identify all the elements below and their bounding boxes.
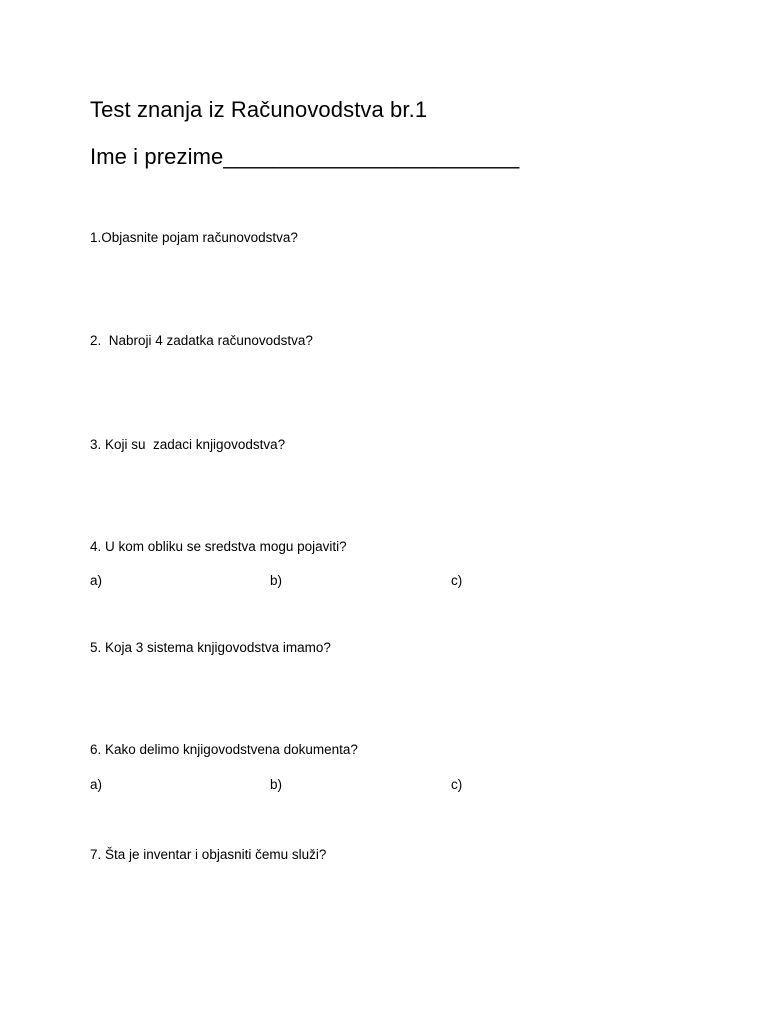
question-6-option-a: a) bbox=[90, 777, 103, 792]
question-6: 6. Kako delimo knjigovodstvena dokumenta? bbox=[90, 742, 358, 757]
question-2: 2. Nabroji 4 zadatka računovodstva? bbox=[90, 333, 313, 348]
document-title: Test znanja iz Računovodstva br.1 bbox=[90, 97, 428, 122]
question-4-option-a: a) bbox=[90, 573, 103, 588]
question-4: 4. U kom obliku se sredstva mogu pojaviti? bbox=[90, 539, 347, 554]
question-4-option-c: c) bbox=[451, 573, 463, 588]
question-6-option-b: b) bbox=[270, 777, 283, 792]
question-1: 1.Objasnite pojam računovodstva? bbox=[90, 230, 298, 245]
question-6-option-c: c) bbox=[451, 777, 463, 792]
question-4-option-b: b) bbox=[270, 573, 283, 588]
question-3: 3. Koji su zadaci knjigovodstva? bbox=[90, 437, 286, 452]
question-7: 7. Šta je inventar i objasniti čemu služi? bbox=[90, 847, 327, 862]
name-field-line: Ime i prezime________________________ bbox=[90, 144, 520, 169]
question-5: 5. Koja 3 sistema knjigovodstva imamo? bbox=[90, 640, 331, 655]
